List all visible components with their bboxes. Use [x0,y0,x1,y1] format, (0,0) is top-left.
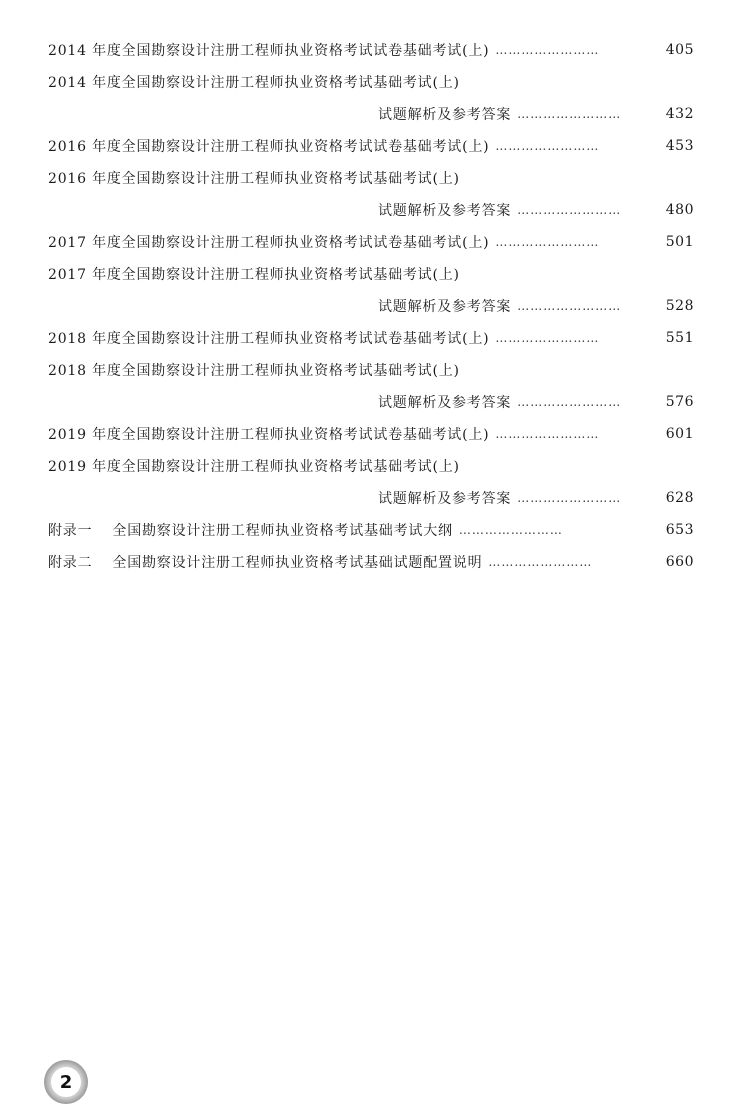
toc-entry-title: 全国勘察设计注册工程师执业资格考试基础试题配置说明 [112,555,483,571]
toc-entry-title: 试题解析及参考答案 [378,203,512,219]
page-number-badge [44,1060,88,1104]
toc-entry-title: 试题解析及参考答案 [378,107,512,123]
toc-dot-leader: …………………… [517,299,622,313]
toc-page-number: 628 [665,490,694,506]
toc-page-number: 653 [665,522,694,538]
toc-entry-title: 2018 年度全国勘察设计注册工程师执业资格考试基础考试(上) [48,363,460,379]
toc-dot-leader: …………………… [495,43,600,57]
toc-entry[interactable] [48,194,694,226]
toc-appendix-entry[interactable] [48,514,694,546]
toc-page-number: 453 [665,138,694,154]
toc-page-number: 601 [665,426,694,442]
toc-entry-title: 2018 年度全国勘察设计注册工程师执业资格考试试卷基础考试(上) [48,331,490,347]
toc-dot-leader: …………………… [488,555,593,569]
toc-page-number: 528 [665,298,694,314]
toc-dot-leader: …………………… [517,107,622,121]
toc-entry[interactable] [48,290,694,322]
toc-entry-title: 试题解析及参考答案 [378,299,512,315]
toc-entry-title: 试题解析及参考答案 [378,395,512,411]
toc-entry-title: 2017 年度全国勘察设计注册工程师执业资格考试试卷基础考试(上) [48,235,490,251]
toc-entry-title: 2014 年度全国勘察设计注册工程师执业资格考试基础考试(上) [48,75,460,91]
toc-page-number: 501 [665,234,694,250]
toc-dot-leader: …………………… [495,331,600,345]
toc-entry-title: 2014 年度全国勘察设计注册工程师执业资格考试试卷基础考试(上) [48,43,490,59]
toc-entry-title: 全国勘察设计注册工程师执业资格考试基础考试大纲 [112,523,453,539]
toc-entry[interactable] [48,482,694,514]
toc-entry[interactable] [48,354,694,386]
toc-appendix-label: 附录一 [48,523,93,539]
toc-entry[interactable] [48,450,694,482]
toc-page-number: 551 [665,330,694,346]
toc-appendix-entry[interactable] [48,546,694,578]
toc-dot-leader: …………………… [495,235,600,249]
toc-entry-title: 2017 年度全国勘察设计注册工程师执业资格考试基础考试(上) [48,267,460,283]
toc-dot-leader: …………………… [517,203,622,217]
toc-dot-leader: …………………… [495,139,600,153]
toc-dot-leader: …………………… [495,427,600,441]
toc-dot-leader: …………………… [458,523,563,537]
toc-page-number: 660 [665,554,694,570]
toc-entry-title: 2016 年度全国勘察设计注册工程师执业资格考试基础考试(上) [48,171,460,187]
toc-entry[interactable] [48,162,694,194]
toc-entry[interactable] [48,226,694,258]
toc-page-number: 480 [665,202,694,218]
toc-page-number: 405 [665,42,694,58]
toc-dot-leader: …………………… [517,395,622,409]
toc-entry[interactable] [48,258,694,290]
page-number: 2 [50,1066,82,1098]
toc-entry[interactable] [48,98,694,130]
toc-entry-title: 2019 年度全国勘察设计注册工程师执业资格考试基础考试(上) [48,459,460,475]
toc-entry-title: 试题解析及参考答案 [378,491,512,507]
toc-page-number: 576 [665,394,694,410]
table-of-contents [48,34,694,578]
toc-entry-title: 2019 年度全国勘察设计注册工程师执业资格考试试卷基础考试(上) [48,427,490,443]
toc-entry[interactable] [48,130,694,162]
toc-entry[interactable] [48,66,694,98]
toc-entry[interactable] [48,418,694,450]
toc-entry[interactable] [48,386,694,418]
toc-page-number: 432 [665,106,694,122]
toc-appendix-label: 附录二 [48,555,93,571]
toc-entry[interactable] [48,322,694,354]
toc-entry-title: 2016 年度全国勘察设计注册工程师执业资格考试试卷基础考试(上) [48,139,490,155]
toc-dot-leader: …………………… [517,491,622,505]
toc-entry[interactable] [48,34,694,66]
